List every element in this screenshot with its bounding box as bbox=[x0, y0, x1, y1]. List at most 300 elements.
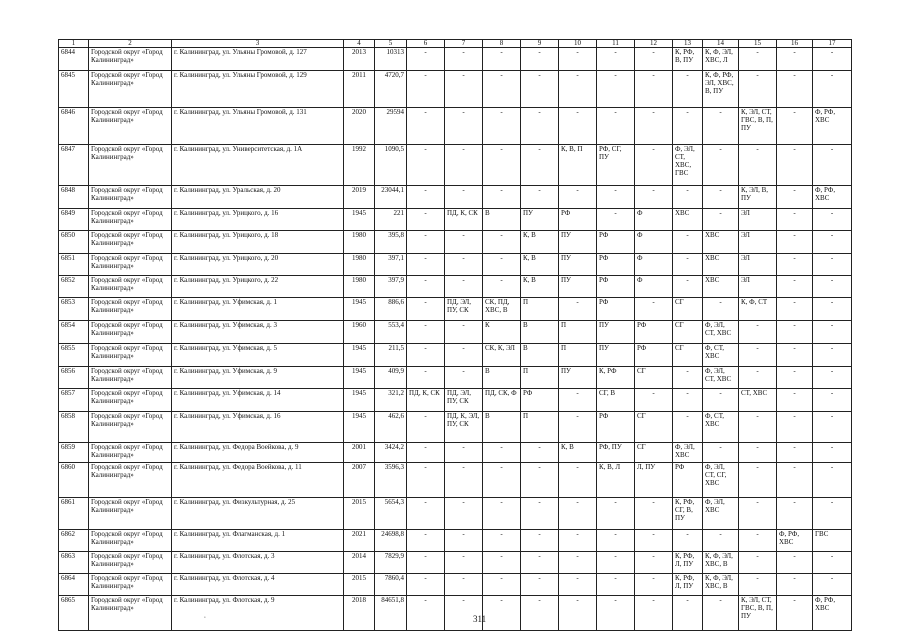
cell-c11: ПУ bbox=[597, 321, 635, 344]
cell-c7: - bbox=[445, 321, 483, 344]
cell-c6: - bbox=[407, 367, 445, 389]
cell-c15: ЭЛ bbox=[739, 276, 777, 298]
cell-id: 6850 bbox=[59, 231, 89, 254]
cell-id: 6858 bbox=[59, 412, 89, 443]
cell-c9: - bbox=[521, 48, 559, 71]
cell-address: г. Калининград, ул. Ульяны Громовой, д. 127 bbox=[172, 48, 344, 71]
cell-c15: СТ, ХВС bbox=[739, 389, 777, 412]
cell-c13: - bbox=[673, 71, 703, 108]
cell-address: г. Калининград, ул. Федора Воейкова, д. 11 bbox=[172, 463, 344, 498]
cell-c8: - bbox=[483, 498, 521, 530]
cell-id: 6864 bbox=[59, 574, 89, 596]
cell-c7: - bbox=[445, 344, 483, 367]
cell-owner: Городской округ «Город Калининград» bbox=[89, 298, 172, 321]
cell-c16: - bbox=[777, 231, 813, 254]
cell-c16: - bbox=[777, 412, 813, 443]
cell-c17: ГВС bbox=[813, 530, 852, 552]
table-row bbox=[59, 321, 852, 344]
cell-c14: Ф, ЭЛ, СТ, СГ, ХВС bbox=[703, 463, 739, 498]
cell-c17: - bbox=[813, 209, 852, 231]
cell-id: 6855 bbox=[59, 344, 89, 367]
column-number-17: 17 bbox=[813, 40, 852, 48]
cell-c10: П bbox=[559, 344, 597, 367]
cell-c17: - bbox=[813, 231, 852, 254]
cell-address: г. Калининград, ул. Флотская, д. 9 bbox=[172, 596, 344, 631]
cell-c8: - bbox=[483, 108, 521, 145]
cell-c15: - bbox=[739, 552, 777, 574]
cell-c14: - bbox=[703, 145, 739, 186]
cell-c8: - bbox=[483, 443, 521, 463]
cell-c9: В bbox=[521, 344, 559, 367]
cell-c9: В bbox=[521, 321, 559, 344]
cell-c13: К, РФ, Л, ПУ bbox=[673, 574, 703, 596]
cell-c13: - bbox=[673, 231, 703, 254]
cell-c16: - bbox=[777, 108, 813, 145]
cell-c10: К, В, П bbox=[559, 145, 597, 186]
cell-c7: - bbox=[445, 276, 483, 298]
cell-c10: - bbox=[559, 574, 597, 596]
cell-c16: Ф, РФ, ХВС bbox=[777, 530, 813, 552]
table-row bbox=[59, 186, 852, 209]
cell-c13: - bbox=[673, 276, 703, 298]
cell-id: 6859 bbox=[59, 443, 89, 463]
cell-c11: - bbox=[597, 71, 635, 108]
table-row bbox=[59, 596, 852, 631]
cell-owner: Городской округ «Город Калининград» bbox=[89, 48, 172, 71]
cell-address: г. Калининград, ул. Физкультурная, д. 25 bbox=[172, 498, 344, 530]
cell-c16: - bbox=[777, 344, 813, 367]
scan-speck: • bbox=[204, 616, 206, 621]
cell-c15: К, ЭЛ, СТ, ГВС, В, П, ПУ bbox=[739, 108, 777, 145]
cell-c7: - bbox=[445, 186, 483, 209]
cell-area: 24698,8 bbox=[375, 530, 407, 552]
cell-year: 1945 bbox=[344, 412, 375, 443]
cell-c10: ПУ bbox=[559, 276, 597, 298]
cell-address: г. Калининград, ул. Уфимская, д. 3 bbox=[172, 321, 344, 344]
cell-c14: К, Ф, РФ, ЭЛ, ХВС, В, ПУ bbox=[703, 71, 739, 108]
table-row bbox=[59, 530, 852, 552]
register-table bbox=[58, 39, 852, 631]
cell-c15: - bbox=[739, 574, 777, 596]
cell-owner: Городской округ «Город Калининград» bbox=[89, 209, 172, 231]
cell-c13: К, РФ, СГ, В, ПУ bbox=[673, 498, 703, 530]
cell-c16: - bbox=[777, 574, 813, 596]
cell-c14: - bbox=[703, 389, 739, 412]
cell-year: 1945 bbox=[344, 344, 375, 367]
cell-id: 6847 bbox=[59, 145, 89, 186]
cell-c9: - bbox=[521, 108, 559, 145]
cell-area: 5654,3 bbox=[375, 498, 407, 530]
cell-c14: Ф, СТ, ХВС bbox=[703, 412, 739, 443]
cell-c9: П bbox=[521, 412, 559, 443]
cell-c17: - bbox=[813, 498, 852, 530]
cell-c13: - bbox=[673, 596, 703, 631]
cell-c12: Л, ПУ bbox=[635, 463, 673, 498]
cell-area: 221 bbox=[375, 209, 407, 231]
cell-c11: РФ, СГ, ПУ bbox=[597, 145, 635, 186]
cell-id: 6861 bbox=[59, 498, 89, 530]
cell-c16: - bbox=[777, 145, 813, 186]
cell-year: 2014 bbox=[344, 552, 375, 574]
cell-c13: СГ bbox=[673, 321, 703, 344]
cell-c7: - bbox=[445, 231, 483, 254]
cell-c16: - bbox=[777, 254, 813, 276]
cell-c10: - bbox=[559, 596, 597, 631]
cell-id: 6856 bbox=[59, 367, 89, 389]
cell-id: 6848 bbox=[59, 186, 89, 209]
cell-c16: - bbox=[777, 298, 813, 321]
cell-year: 2015 bbox=[344, 574, 375, 596]
cell-c11: РФ bbox=[597, 254, 635, 276]
cell-area: 886,6 bbox=[375, 298, 407, 321]
column-number-13: 13 bbox=[673, 40, 703, 48]
cell-c9: - bbox=[521, 530, 559, 552]
cell-c11: СГ, В bbox=[597, 389, 635, 412]
cell-c17: - bbox=[813, 254, 852, 276]
cell-c16: - bbox=[777, 276, 813, 298]
cell-c9: - bbox=[521, 463, 559, 498]
cell-c7: - bbox=[445, 71, 483, 108]
cell-year: 2001 bbox=[344, 443, 375, 463]
cell-c12: РФ bbox=[635, 344, 673, 367]
cell-c14: Ф, ЭЛ, ХВС bbox=[703, 498, 739, 530]
cell-year: 1960 bbox=[344, 321, 375, 344]
cell-c8: ПД, СК, Ф bbox=[483, 389, 521, 412]
cell-area: 397,1 bbox=[375, 254, 407, 276]
cell-area: 4720,7 bbox=[375, 71, 407, 108]
cell-year: 1945 bbox=[344, 367, 375, 389]
cell-c17: - bbox=[813, 574, 852, 596]
cell-c17: - bbox=[813, 367, 852, 389]
cell-address: г. Калининград, ул. Флотская, д. 4 bbox=[172, 574, 344, 596]
cell-area: 409,9 bbox=[375, 367, 407, 389]
cell-c7: - bbox=[445, 498, 483, 530]
cell-c14: - bbox=[703, 596, 739, 631]
column-number-8: 8 bbox=[483, 40, 521, 48]
cell-c15: - bbox=[739, 443, 777, 463]
cell-c15: - bbox=[739, 145, 777, 186]
cell-c6: - bbox=[407, 344, 445, 367]
table-row bbox=[59, 276, 852, 298]
column-number-6: 6 bbox=[407, 40, 445, 48]
column-number-12: 12 bbox=[635, 40, 673, 48]
cell-c6: - bbox=[407, 276, 445, 298]
cell-c6: - bbox=[407, 298, 445, 321]
cell-c6: - bbox=[407, 443, 445, 463]
cell-c14: К, Ф, ЭЛ, ХВС, В bbox=[703, 552, 739, 574]
cell-c17: - bbox=[813, 389, 852, 412]
cell-owner: Городской округ «Город Калининград» bbox=[89, 574, 172, 596]
cell-c9: К, В bbox=[521, 231, 559, 254]
cell-year: 1980 bbox=[344, 276, 375, 298]
cell-c17: - bbox=[813, 71, 852, 108]
cell-c7: - bbox=[445, 530, 483, 552]
cell-c11: - bbox=[597, 108, 635, 145]
cell-c16: - bbox=[777, 463, 813, 498]
table-row bbox=[59, 71, 852, 108]
cell-address: г. Калининград, ул. Федора Воейкова, д. 9 bbox=[172, 443, 344, 463]
cell-c12: - bbox=[635, 71, 673, 108]
column-number-15: 15 bbox=[739, 40, 777, 48]
cell-c15: К, Ф, СТ bbox=[739, 298, 777, 321]
cell-c10: - bbox=[559, 48, 597, 71]
cell-c9: П bbox=[521, 367, 559, 389]
cell-area: 84651,8 bbox=[375, 596, 407, 631]
cell-year: 2018 bbox=[344, 596, 375, 631]
cell-c16: - bbox=[777, 186, 813, 209]
cell-id: 6853 bbox=[59, 298, 89, 321]
cell-c11: РФ bbox=[597, 298, 635, 321]
cell-c11: - bbox=[597, 48, 635, 71]
table-row bbox=[59, 574, 852, 596]
cell-c14: - bbox=[703, 209, 739, 231]
cell-c12: - bbox=[635, 498, 673, 530]
cell-address: г. Калининград, ул. Ульяны Громовой, д. 129 bbox=[172, 71, 344, 108]
table-row bbox=[59, 412, 852, 443]
cell-c7: - bbox=[445, 254, 483, 276]
cell-area: 462,6 bbox=[375, 412, 407, 443]
cell-c16: - bbox=[777, 367, 813, 389]
cell-address: г. Калининград, ул. Урицкого, д. 20 bbox=[172, 254, 344, 276]
page-number: 311 bbox=[473, 614, 487, 624]
cell-c13: - bbox=[673, 389, 703, 412]
cell-c15: - bbox=[739, 344, 777, 367]
cell-owner: Городской округ «Город Калининград» bbox=[89, 186, 172, 209]
cell-c12: - bbox=[635, 552, 673, 574]
cell-c7: - bbox=[445, 145, 483, 186]
cell-c15: - bbox=[739, 463, 777, 498]
cell-c12: - bbox=[635, 298, 673, 321]
cell-c9: - bbox=[521, 443, 559, 463]
cell-c13: - bbox=[673, 186, 703, 209]
cell-c14: - bbox=[703, 186, 739, 209]
cell-c7: ПД, К, СК bbox=[445, 209, 483, 231]
cell-c8: - bbox=[483, 254, 521, 276]
cell-c10: ПУ bbox=[559, 367, 597, 389]
column-number-10: 10 bbox=[559, 40, 597, 48]
cell-c6: - bbox=[407, 48, 445, 71]
cell-c6: - bbox=[407, 108, 445, 145]
cell-c6: - bbox=[407, 231, 445, 254]
cell-c12: - bbox=[635, 145, 673, 186]
cell-area: 7829,9 bbox=[375, 552, 407, 574]
cell-c12: - bbox=[635, 186, 673, 209]
cell-c11: - bbox=[597, 498, 635, 530]
cell-c12: - bbox=[635, 596, 673, 631]
cell-area: 29594 bbox=[375, 108, 407, 145]
cell-c15: ЭЛ bbox=[739, 209, 777, 231]
cell-c11: РФ bbox=[597, 231, 635, 254]
cell-c8: - bbox=[483, 530, 521, 552]
cell-c6: ПД, К, СК bbox=[407, 389, 445, 412]
cell-address: г. Калининград, ул. Уфимская, д. 9 bbox=[172, 367, 344, 389]
cell-c11: - bbox=[597, 530, 635, 552]
cell-c7: - bbox=[445, 463, 483, 498]
cell-c7: - bbox=[445, 108, 483, 145]
cell-area: 3424,2 bbox=[375, 443, 407, 463]
cell-id: 6854 bbox=[59, 321, 89, 344]
cell-c6: - bbox=[407, 463, 445, 498]
cell-c10: - bbox=[559, 389, 597, 412]
cell-c6: - bbox=[407, 145, 445, 186]
cell-c8: - bbox=[483, 276, 521, 298]
cell-owner: Городской округ «Город Калининград» bbox=[89, 71, 172, 108]
cell-c16: - bbox=[777, 389, 813, 412]
cell-c15: К, ЭЛ, В, ПУ bbox=[739, 186, 777, 209]
cell-address: г. Калининград, ул. Уфимская, д. 5 bbox=[172, 344, 344, 367]
cell-c8: К bbox=[483, 321, 521, 344]
cell-c10: - bbox=[559, 552, 597, 574]
cell-c8: - bbox=[483, 574, 521, 596]
cell-c12: Ф bbox=[635, 254, 673, 276]
cell-c11: - bbox=[597, 209, 635, 231]
cell-c16: - bbox=[777, 321, 813, 344]
cell-owner: Городской округ «Город Калининград» bbox=[89, 498, 172, 530]
cell-c9: РФ bbox=[521, 389, 559, 412]
cell-c9: - bbox=[521, 574, 559, 596]
cell-c16: - bbox=[777, 209, 813, 231]
table-row bbox=[59, 344, 852, 367]
cell-owner: Городской округ «Город Калининград» bbox=[89, 276, 172, 298]
cell-c11: - bbox=[597, 596, 635, 631]
cell-c6: - bbox=[407, 254, 445, 276]
cell-address: г. Калининград, ул. Уфимская, д. 1 bbox=[172, 298, 344, 321]
cell-c14: К, Ф, ЭЛ, ХВС, Л bbox=[703, 48, 739, 71]
cell-id: 6846 bbox=[59, 108, 89, 145]
column-number-5: 5 bbox=[375, 40, 407, 48]
cell-c13: - bbox=[673, 530, 703, 552]
cell-c13: - bbox=[673, 412, 703, 443]
cell-c12: РФ bbox=[635, 321, 673, 344]
cell-c13: К, РФ, В, ПУ bbox=[673, 48, 703, 71]
cell-c16: - bbox=[777, 48, 813, 71]
cell-c15: ЭЛ bbox=[739, 231, 777, 254]
cell-c9: - bbox=[521, 596, 559, 631]
cell-area: 321,2 bbox=[375, 389, 407, 412]
cell-area: 395,8 bbox=[375, 231, 407, 254]
cell-c8: - bbox=[483, 552, 521, 574]
cell-c14: Ф, СТ, ХВС bbox=[703, 344, 739, 367]
cell-c10: - bbox=[559, 463, 597, 498]
cell-c8: В bbox=[483, 367, 521, 389]
cell-c14: Ф, ЭЛ, СТ, ХВС bbox=[703, 321, 739, 344]
cell-c15: ЭЛ bbox=[739, 254, 777, 276]
column-number-7: 7 bbox=[445, 40, 483, 48]
cell-address: г. Калининград, ул. Урицкого, д. 16 bbox=[172, 209, 344, 231]
cell-area: 1090,5 bbox=[375, 145, 407, 186]
cell-year: 2007 bbox=[344, 463, 375, 498]
cell-c10: - bbox=[559, 498, 597, 530]
cell-id: 6851 bbox=[59, 254, 89, 276]
cell-owner: Городской округ «Город Калининград» bbox=[89, 108, 172, 145]
cell-c14: Ф, ЭЛ, СТ, ХВС bbox=[703, 367, 739, 389]
cell-address: г. Калининград, ул. Флагманская, д. 1 bbox=[172, 530, 344, 552]
cell-c6: - bbox=[407, 186, 445, 209]
cell-c8: В bbox=[483, 209, 521, 231]
cell-c17: - bbox=[813, 145, 852, 186]
cell-c7: - bbox=[445, 443, 483, 463]
cell-year: 1945 bbox=[344, 209, 375, 231]
cell-c17: - bbox=[813, 344, 852, 367]
cell-c13: СГ bbox=[673, 344, 703, 367]
table-row bbox=[59, 389, 852, 412]
column-number-16: 16 bbox=[777, 40, 813, 48]
column-number-4: 4 bbox=[344, 40, 375, 48]
cell-c7: - bbox=[445, 552, 483, 574]
cell-c17: Ф, РФ, ХВС bbox=[813, 108, 852, 145]
cell-address: г. Калининград, ул. Флотская, д. 3 bbox=[172, 552, 344, 574]
cell-c12: - bbox=[635, 389, 673, 412]
cell-area: 10313 bbox=[375, 48, 407, 71]
cell-c9: - bbox=[521, 498, 559, 530]
cell-id: 6857 bbox=[59, 389, 89, 412]
cell-c12: СГ bbox=[635, 443, 673, 463]
cell-c11: РФ bbox=[597, 276, 635, 298]
cell-year: 1945 bbox=[344, 389, 375, 412]
cell-owner: Городской округ «Город Калининград» bbox=[89, 443, 172, 463]
cell-c10: - bbox=[559, 186, 597, 209]
cell-owner: Городской округ «Город Калининград» bbox=[89, 321, 172, 344]
column-number-14: 14 bbox=[703, 40, 739, 48]
cell-id: 6849 bbox=[59, 209, 89, 231]
cell-c11: - bbox=[597, 552, 635, 574]
cell-c13: - bbox=[673, 367, 703, 389]
cell-c13: - bbox=[673, 108, 703, 145]
cell-c14: - bbox=[703, 108, 739, 145]
cell-year: 1992 bbox=[344, 145, 375, 186]
table-row bbox=[59, 48, 852, 71]
cell-owner: Городской округ «Город Калининград» bbox=[89, 412, 172, 443]
cell-address: г. Калининград, ул. Уфимская, д. 16 bbox=[172, 412, 344, 443]
cell-c14: - bbox=[703, 298, 739, 321]
cell-id: 6844 bbox=[59, 48, 89, 71]
cell-address: г. Калининград, ул. Уральская, д. 20 bbox=[172, 186, 344, 209]
cell-c8: - bbox=[483, 463, 521, 498]
cell-c16: - bbox=[777, 71, 813, 108]
cell-c13: - bbox=[673, 254, 703, 276]
cell-c13: Ф, ЭЛ, СТ, ХВС, ГВС bbox=[673, 145, 703, 186]
column-number-11: 11 bbox=[597, 40, 635, 48]
cell-c8: - bbox=[483, 145, 521, 186]
cell-c12: СГ bbox=[635, 412, 673, 443]
cell-c12: - bbox=[635, 530, 673, 552]
cell-address: г. Калининград, ул. Университетская, д. 1А bbox=[172, 145, 344, 186]
cell-year: 1980 bbox=[344, 231, 375, 254]
cell-owner: Городской округ «Город Калининград» bbox=[89, 389, 172, 412]
cell-year: 2011 bbox=[344, 71, 375, 108]
cell-c10: - bbox=[559, 108, 597, 145]
cell-address: г. Калининград, ул. Урицкого, д. 22 bbox=[172, 276, 344, 298]
cell-c10: - bbox=[559, 412, 597, 443]
cell-c14: ХВС bbox=[703, 276, 739, 298]
cell-area: 23044,1 bbox=[375, 186, 407, 209]
cell-c17: - bbox=[813, 443, 852, 463]
cell-year: 2013 bbox=[344, 48, 375, 71]
cell-year: 1945 bbox=[344, 298, 375, 321]
cell-c8: СК, К, ЭЛ bbox=[483, 344, 521, 367]
cell-c9: П bbox=[521, 298, 559, 321]
cell-year: 2020 bbox=[344, 108, 375, 145]
cell-c16: - bbox=[777, 596, 813, 631]
cell-c11: - bbox=[597, 186, 635, 209]
cell-c11: - bbox=[597, 574, 635, 596]
cell-id: 6860 bbox=[59, 463, 89, 498]
cell-owner: Городской округ «Город Калининград» bbox=[89, 145, 172, 186]
cell-c17: - bbox=[813, 412, 852, 443]
cell-c7: ПД, К, ЭЛ, ПУ, СК bbox=[445, 412, 483, 443]
cell-c12: - bbox=[635, 48, 673, 71]
cell-c11: К, В, Л bbox=[597, 463, 635, 498]
